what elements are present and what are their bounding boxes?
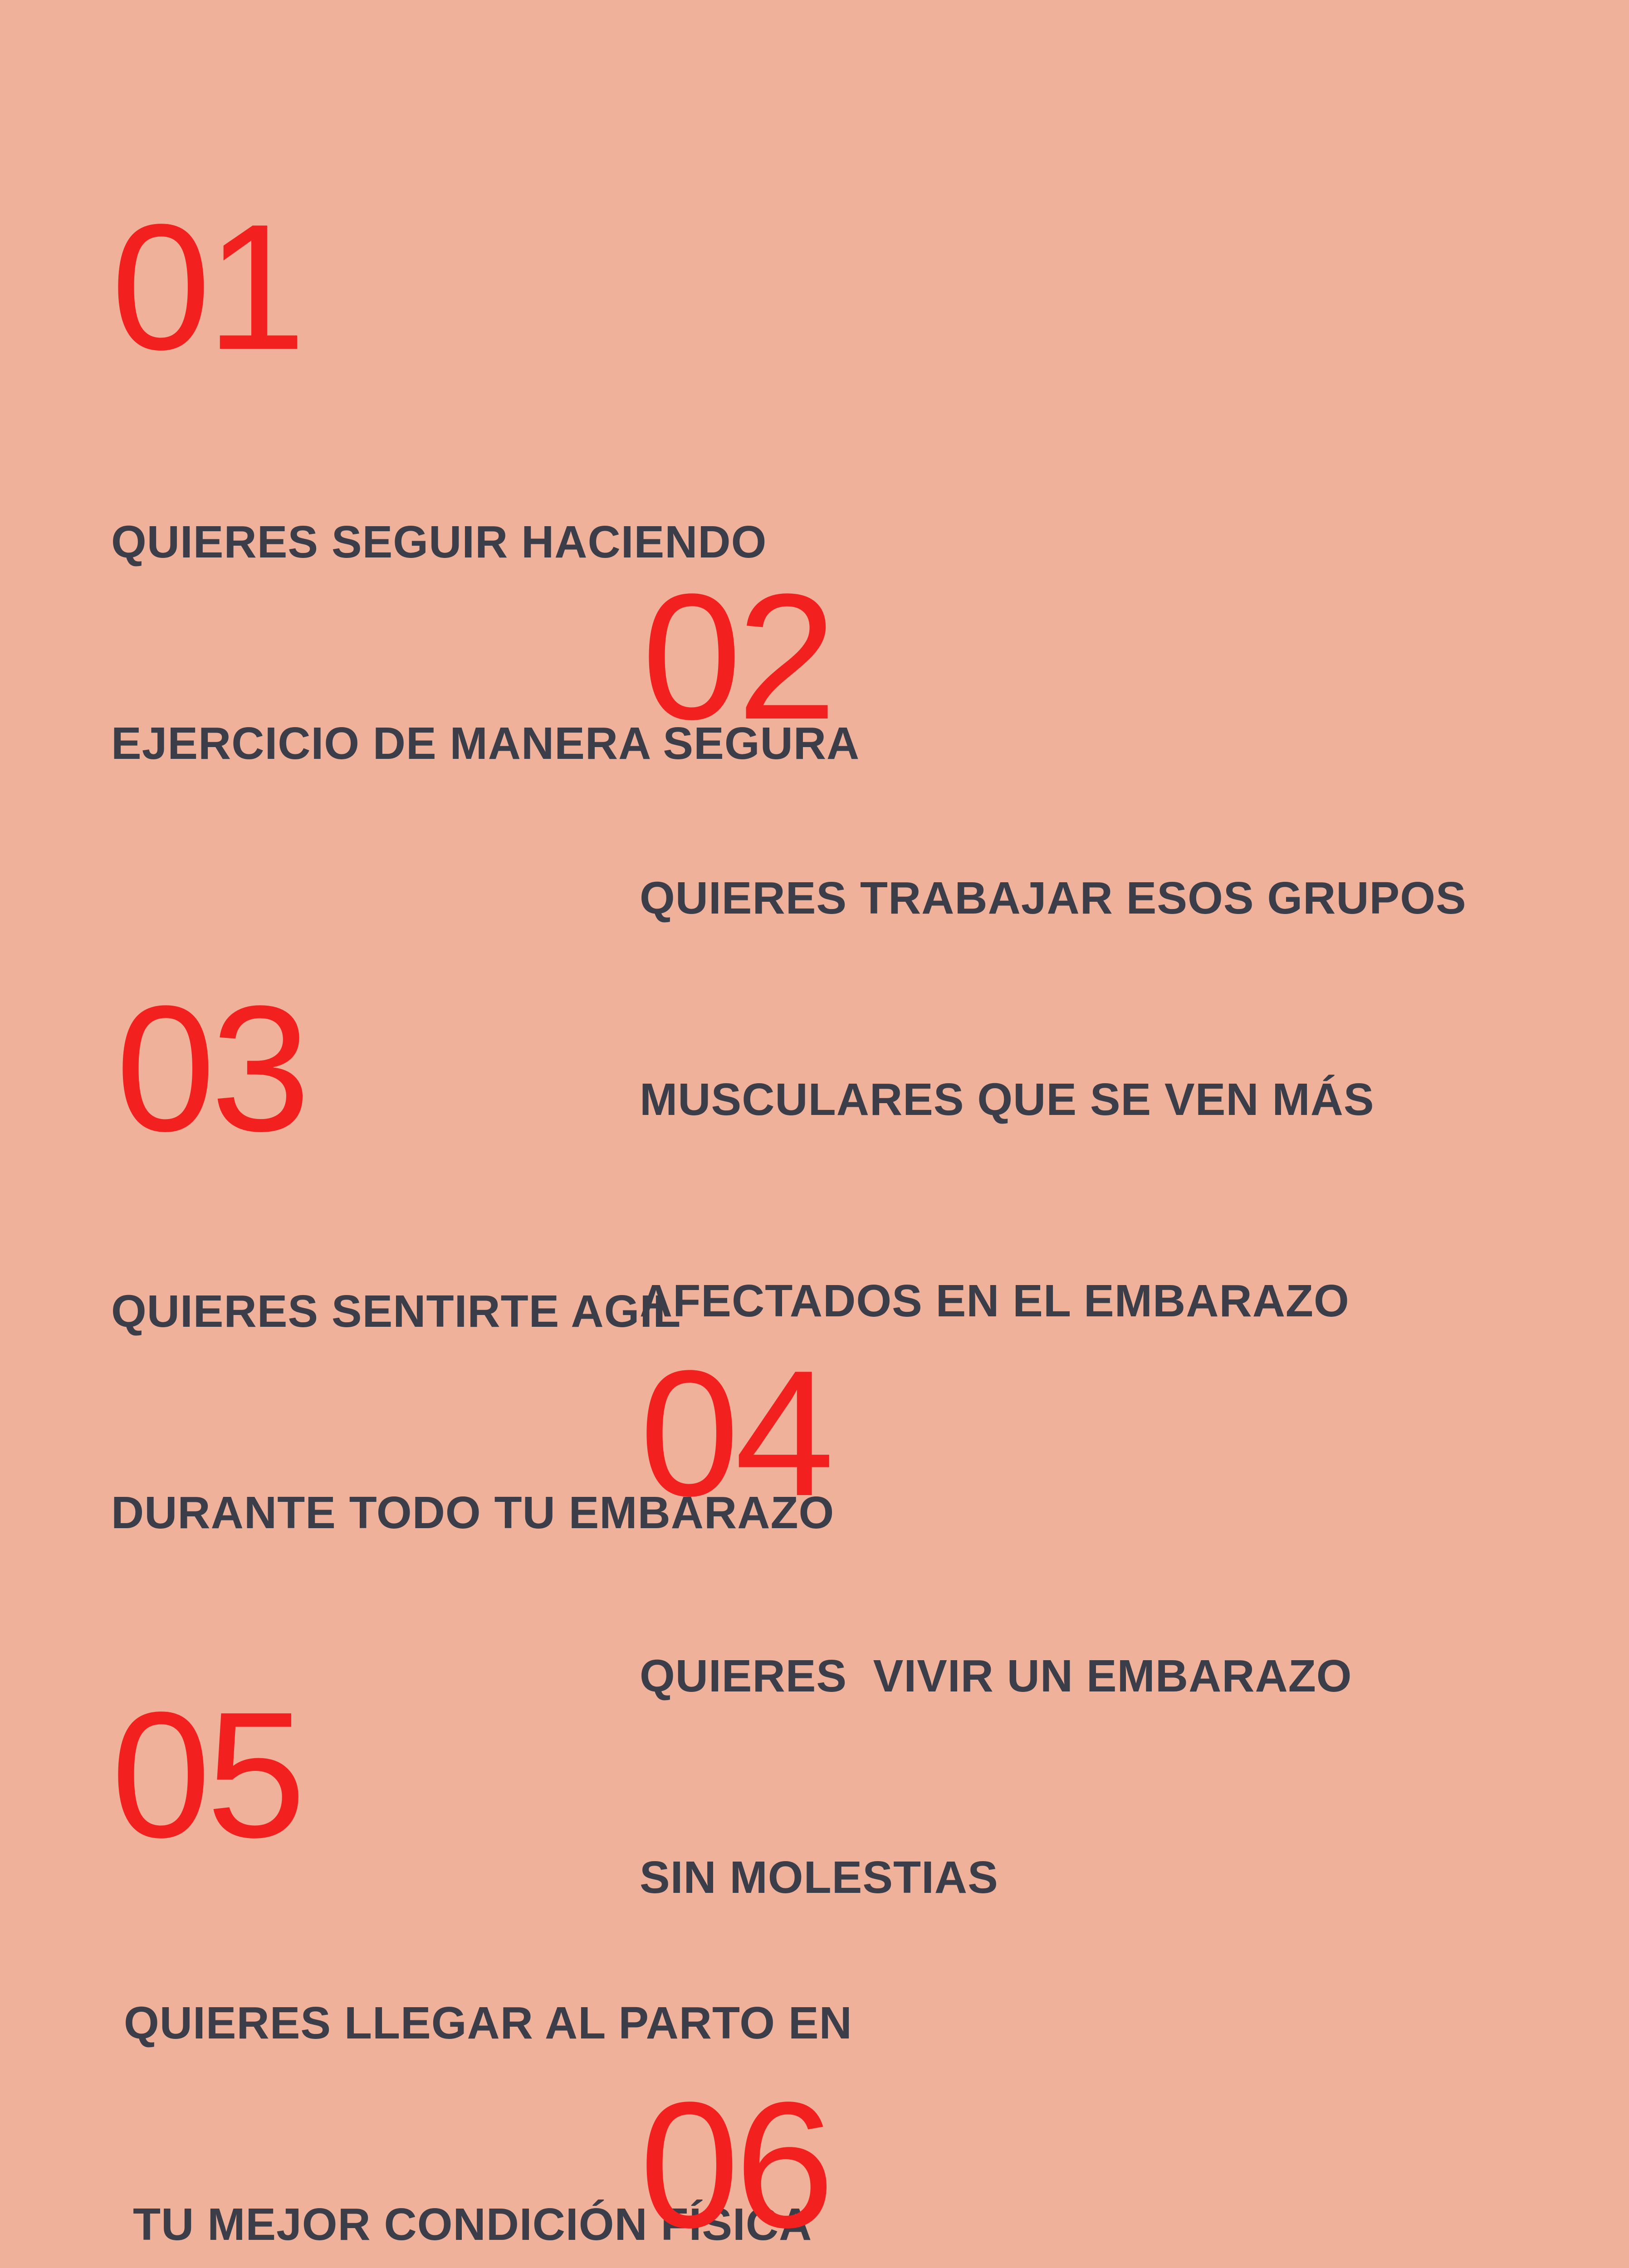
item-text-line: QUIERES SEGUIR HACIENDO [111, 517, 767, 567]
item-text-line: QUIERES SENTIRTE AGIL [111, 1286, 681, 1337]
item-text-line: EJERCICIO DE MANERA SEGURA [111, 718, 860, 769]
item-number: 04 [640, 1333, 830, 1533]
item-text-line: TU MEJOR CONDICIÓN FÍSICA [133, 2199, 812, 2250]
item-text-line: DURANTE TODO TU EMBARAZO [111, 1487, 835, 1538]
item-text-line: AFECTADOS EN EL EMBARAZO [640, 1276, 1350, 1326]
item-number: 03 [116, 968, 306, 1168]
item-number: 01 [111, 186, 302, 387]
item-06 [640, 2064, 1372, 2268]
item-number: 05 [111, 1674, 302, 1875]
item-text-line: QUIERES LLEGAR AL PARTO EN [124, 1998, 852, 2048]
item-text-line: MUSCULARES QUE SE VEN MÁS [640, 1074, 1375, 1125]
item-text-line: QUIERES TRABAJAR ESOS GRUPOS [640, 873, 1467, 924]
item-number: 06 [640, 2064, 830, 2265]
item-text-line: QUIERES VIVIR UN EMBARAZO [640, 1651, 1352, 1701]
item-text-line: SIN MOLESTIAS [640, 1852, 998, 1903]
item-number: 02 [642, 556, 832, 757]
